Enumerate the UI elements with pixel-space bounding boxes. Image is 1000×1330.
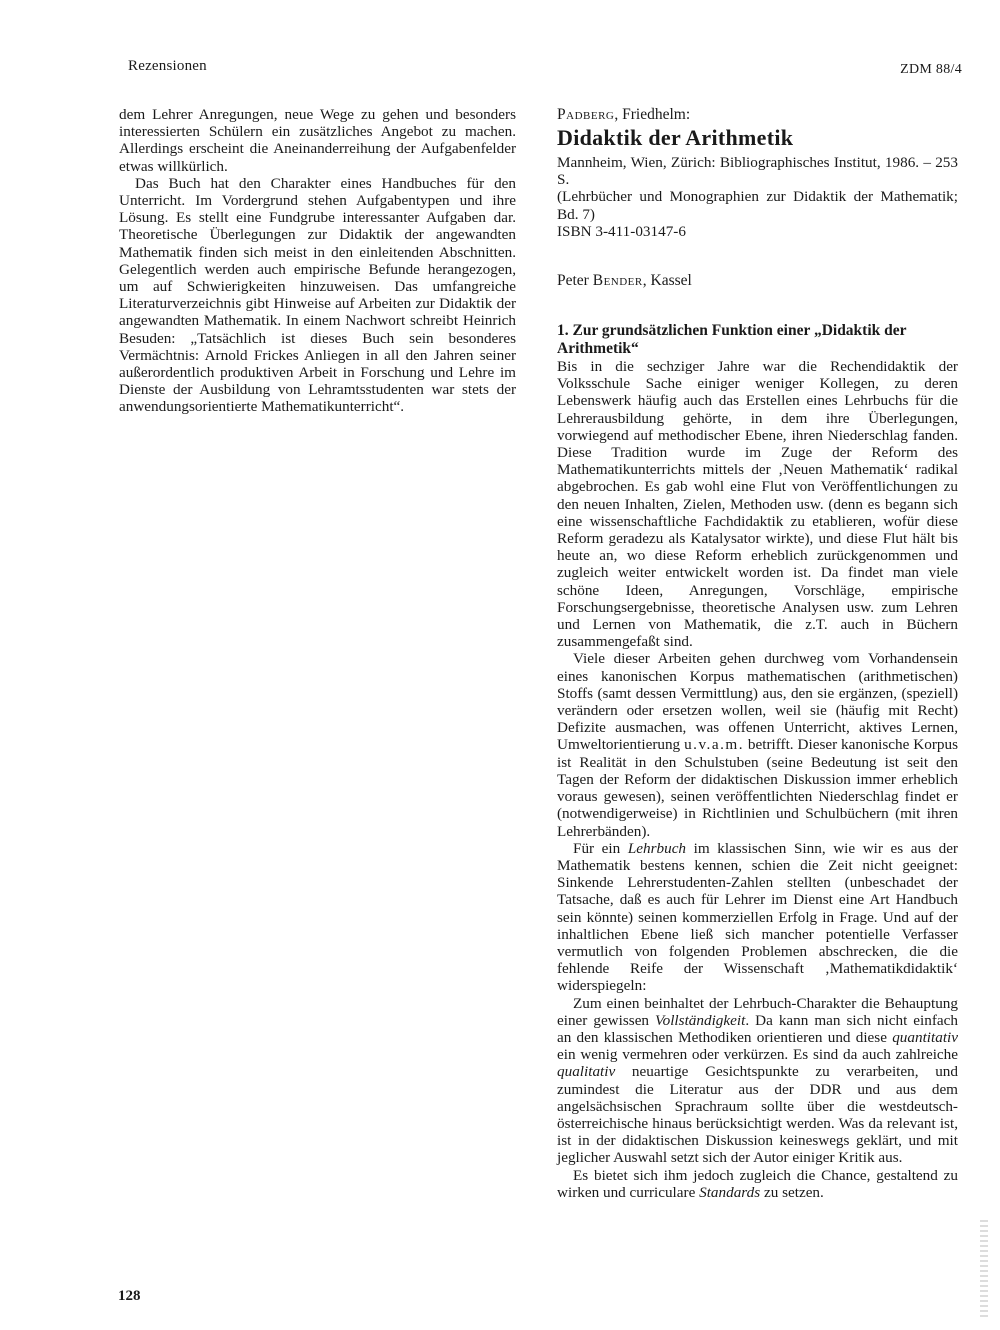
text-run: . Da kann man sich nicht einfach an den klassischen Methodiken orientieren und diese <box>557 1011 958 1046</box>
paragraph-continued: dem Lehrer Anregungen, neue Wege zu gehen und besonders interessierten Schülern ein zusätzliches Angebot zu machen. Allerdings erscheint die Aneinanderreihung der Aufgabenfelder etwas willkürlich. <box>119 106 516 175</box>
reviewer-given-name: Peter <box>557 272 593 290</box>
series-info: (Lehrbücher und Monographien zur Didaktik der Mathematik; Bd. 7) <box>557 188 958 223</box>
emphasis: quantitativ <box>892 1028 958 1046</box>
publisher-info: Mannheim, Wien, Zürich: Bibliographisches Institut, 1986. – 253 S. <box>557 154 958 189</box>
emphasis: Vollständigkeit <box>655 1011 746 1029</box>
text-run: im klassischen Sinn, wie wir es aus der Mathematik bestens kennen, schien die Zeit nicht geeignet: Sinkende Lehrerstudenten-Zahlen stellten (unbeschadet der Tatsache, daß es auch für Lehrer im Dienst eine Art Handbuch sein könnte) seinen kommerziellen Erfolg in Frage. Und auf der inhaltlichen Ebene ließ sich mancher potentielle Verfasser vermutlich von folgenden Problemen abschrecken, die die fehlende Reife der Wissenschaft ‚Mathematikdidaktik‘ widerspiegeln: <box>557 839 958 995</box>
paragraph <box>557 1167 958 1201</box>
text-run: ein wenig vermehren oder verkürzen. Es sind da auch zahlreiche <box>557 1046 958 1064</box>
paragraph <box>557 840 958 995</box>
paragraph: Das Buch hat den Charakter eines Handbuches für den Unterricht. Im Vordergrund stehen Aufgabentypen und ihre Lösung. Es stellt eine Fundgrube interessanter Aufgaben dar. Theoretische Überlegungen zur Didaktik der angewandten Mathematik finden sich meist in den einleitenden Abschnitten. Gelegentlich werden auch empirische Befunde herangezogen, um auf Schwierigkeiten hinzuweisen. Das umfangreiche Literaturverzeichnis gibt Hinweise auf Arbeiten zur Didaktik der angewandten Mathematik. In einem Nachwort schreibt Heinrich Besuden: „Tatsächlich ist dieses Buch sein besonderes Vermächtnis: Arnold Frickes Anliegen in all den Jahren seiner außerordentlich produktiven Arbeit in Forschung und Lehre im Dienste der Ausbildung von Lehramtsstudenten war stets der anwendungsorientierte Mathematikunterricht“. <box>119 174 516 416</box>
left-column <box>119 106 516 416</box>
paragraph <box>557 995 958 1167</box>
page-number: 128 <box>118 1288 141 1304</box>
book-author <box>557 106 958 124</box>
text-run: Zum einen beinhaltet der Lehrbuch-Charakter die Behauptung einer gewissen <box>557 994 958 1029</box>
reviewer-surname: Bender <box>592 272 643 290</box>
emphasis: qualitativ <box>557 1063 616 1081</box>
reviewer-place: , Kassel <box>642 272 692 290</box>
paragraph: Bis in die sechziger Jahre war die Rechendidaktik der Volksschule Sache einiger weniger Kollegen, zu deren Lebenswerk häufig auch das Erstellen eines Lehrbuchs für die Lehrerausbildung gehörte, in dem ihre Überlegungen, vorwiegend auf methodischer Ebene, ihren Niederschlag fanden. Diese Tradition wurde im Zuge der Reform des Mathematikunterrichts mittels der ‚Neuen Mathematik‘ radikal abgebrochen. Es gab wohl eine Flut von Veröffentlichungen zu den neuen Inhalten, Zielen, Methoden usw. (denn es begann sich eine wissenschaftliche Fachdidaktik zu etablieren, wofür diese Reform geradezu als Katalysator wirkte), und diese Flut hält bis heute an, wo diese Reform erheblich zurückgenommen und zugleich weiter entwickelt worden ist. Da findet man viele schöne Ideen, Anregungen, Vorschläge, empirische Forschungsergebnisse, theoretische Analysen usw. zum Lehren und Lernen von Mathematik, die z.T. auch in Büchern zusammengefaßt sind. <box>557 358 958 651</box>
text-run: Es bietet sich ihm jedoch zugleich die Chance, gestaltend zu wirken und curriculare <box>557 1166 958 1201</box>
text-run: betrifft. Dieser kanonische Korpus ist Realität in den Schulstuben (seine Bedeutung ist seit den Tagen der Reform der didaktischen Diskussion immer erheblich voraus gewesen), seinen veröffentlichten Niederschlag findet er (notwendigerweise) in Richtlinien und Schulbüchern (mit ihren Lehrerbänden). <box>557 736 958 840</box>
scan-artifact <box>980 1220 988 1320</box>
running-header-journal: ZDM 88/4 <box>900 62 962 77</box>
author-surname: Padberg <box>557 106 615 123</box>
text-run: neuartige Gesichtspunkte zu verarbeiten, und zumindest die Literatur aus der DDR und aus dem angelsächsischen Sprachraum sollte über die westdeutsch-österreichische hinaus berücksichtigt werden. Was da relevant ist, ist in der didaktischen Diskussion keineswegs geklärt, und mit jeglicher Auswahl setzt sich der Autor einiger Kritik aus. <box>557 1063 958 1167</box>
emphasis: Lehrbuch <box>627 839 687 857</box>
isbn: ISBN 3-411-03147-6 <box>557 222 686 240</box>
right-column <box>557 106 958 1201</box>
reviewer <box>557 272 958 290</box>
text-run: Viele dieser Arbeiten gehen durchweg vom Vorhandensein eines kanonischen Korpus mathematischen (arithmetischen) Stoffs (samt dessen Vermittlung) aus, den sie ergänzen, (speziell) verändern oder ersetzen wollen, weil sie (häufig mit Recht) Defizite ausmachen, was offenen Unterricht, aktives Lernen, Umweltorientierung <box>557 650 958 754</box>
text-run-spaced: u.v.a.m. <box>684 736 745 754</box>
text-run: zu setzen. <box>760 1183 824 1201</box>
book-title: Didaktik der Arithmetik <box>557 125 794 150</box>
paragraph <box>557 650 958 839</box>
running-header-section: Rezensionen <box>128 58 207 74</box>
text-run: Für ein <box>573 839 628 857</box>
section-heading: 1. Zur grundsätzlichen Funktion einer „Didaktik der Arithmetik“ <box>557 322 907 358</box>
author-given-name: , Friedhelm: <box>614 106 691 123</box>
emphasis: Standards <box>699 1183 761 1201</box>
